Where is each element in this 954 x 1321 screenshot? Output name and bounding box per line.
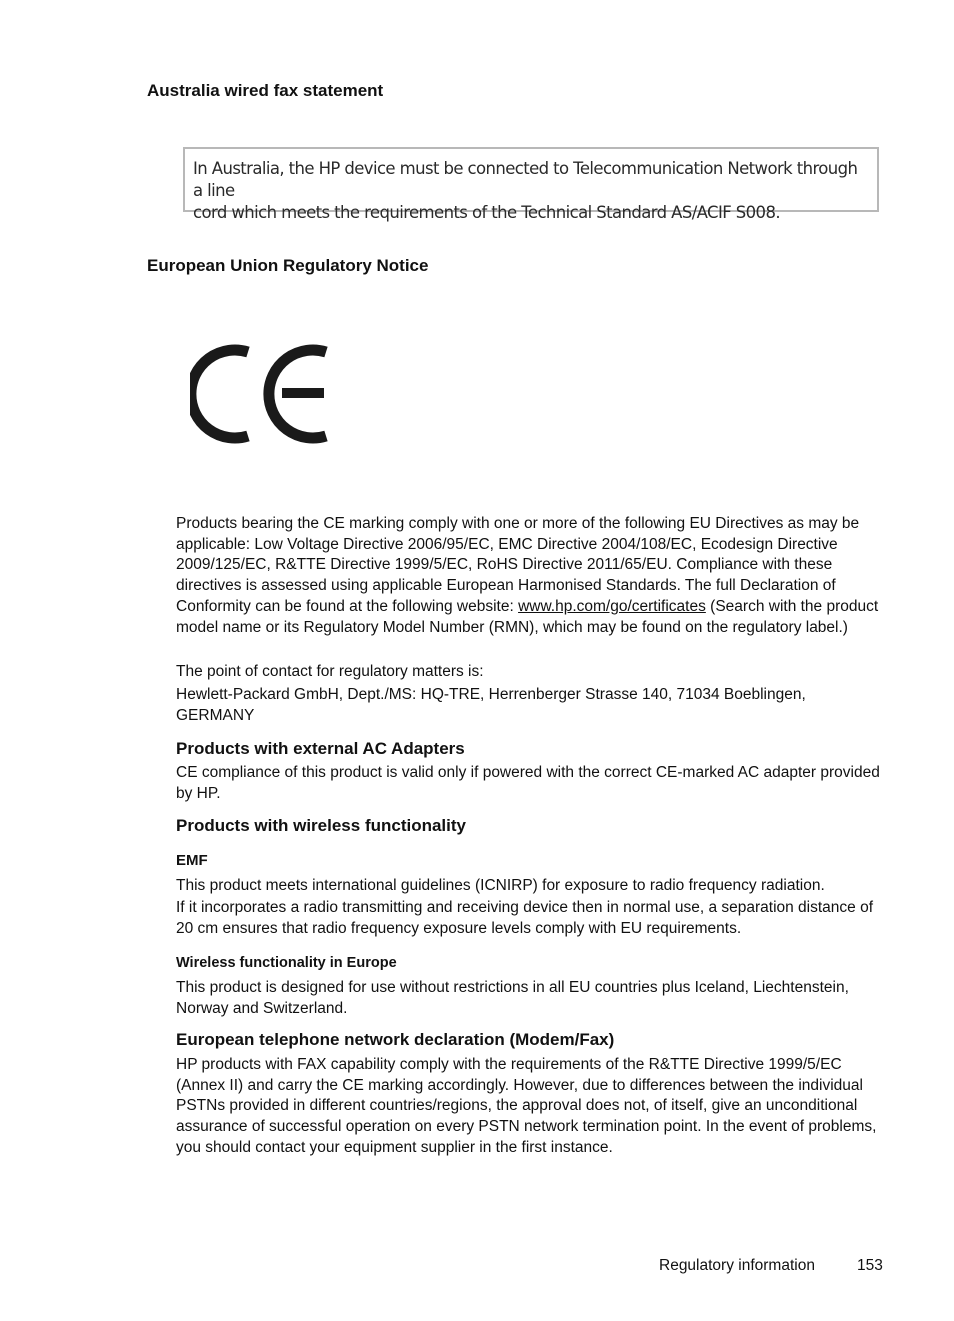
heading-australia-wired-fax: Australia wired fax statement — [147, 81, 384, 100]
australia-notice-line-2: cord which meets the requirements of the Technical Standard AS/ACIF S008. — [193, 203, 780, 222]
heading-wireless-functionality: Products with wireless functionality — [176, 816, 466, 835]
emf-text-1: This product meets international guidelines (ICNIRP) for exposure to radio frequency radiation. — [176, 877, 825, 894]
contact-address: Hewlett-Packard GmbH, Dept./MS: HQ-TRE, Herrenberger Strasse 140, 71034 Boeblingen, GERMANY — [176, 686, 806, 724]
eu-directives-text-continued: (Search with the product model name or its Regulatory Model Number (RMN), which may be found on the regulatory label.) — [176, 597, 879, 636]
footer-section-label: Regulatory information — [659, 1257, 815, 1274]
contact-intro: The point of contact for regulatory matters is: — [176, 663, 484, 680]
australia-notice-image — [183, 147, 879, 222]
heading-wireless-europe: Wireless functionality in Europe — [176, 955, 397, 971]
eu-directives-text: Products bearing the CE marking comply with one or more of the following EU Directives as may be applicable: Low Voltage Directive 2006/95/EC, EMC Directive 2004/108/EC, Ecodesign Directive 2009/125/EC, R&TTE Directive 1999/5/EC, RoHS Directive 2011/65/EU. Compliance with these directives is assessed using applicable European Harmonised Standards. The full Declaration of Conformity can be found at the following website: — [176, 515, 860, 615]
wireless-europe-text: This product is designed for use without restrictions in all EU countries plus Iceland, Liechtenstein, Norway and Switzerland. — [176, 979, 849, 1017]
heading-emf: EMF — [176, 852, 208, 869]
eu-directives-paragraph — [176, 514, 888, 638]
telephone-network-text: HP products with FAX capability comply with the requirements of the R&TTE Directive 1999/5/EC (Annex II) and carry the CE marking accordingly. However, due to differences between the individual PSTNs provided in different countries/regions, the approval does not, of itself, give an unconditional assurance of successful operation on every PSTN network termination point. In the event of problems, you should contact your equipment supplier in the first instance. — [176, 1056, 877, 1156]
footer-page-number: 153 — [857, 1257, 883, 1274]
emf-text-2: If it incorporates a radio transmitting and receiving device then in normal use, a separation distance of 20 cm ensures that radio frequency exposure levels comply with EU requirements. — [176, 899, 874, 937]
australia-notice-line-1: In Australia, the HP device must be connected to Telecommunication Network through a line — [193, 159, 858, 200]
heading-ac-adapters: Products with external AC Adapters — [176, 739, 465, 758]
certificates-link[interactable]: www.hp.com/go/certificates — [518, 597, 706, 615]
ce-marking-icon — [190, 340, 330, 450]
heading-telephone-network: European telephone network declaration (Modem/Fax) — [176, 1030, 615, 1049]
heading-eu-regulatory-notice: European Union Regulatory Notice — [147, 256, 429, 275]
ac-adapters-text: CE compliance of this product is valid only if powered with the correct CE-marked AC adapter provided by HP. — [176, 764, 880, 802]
